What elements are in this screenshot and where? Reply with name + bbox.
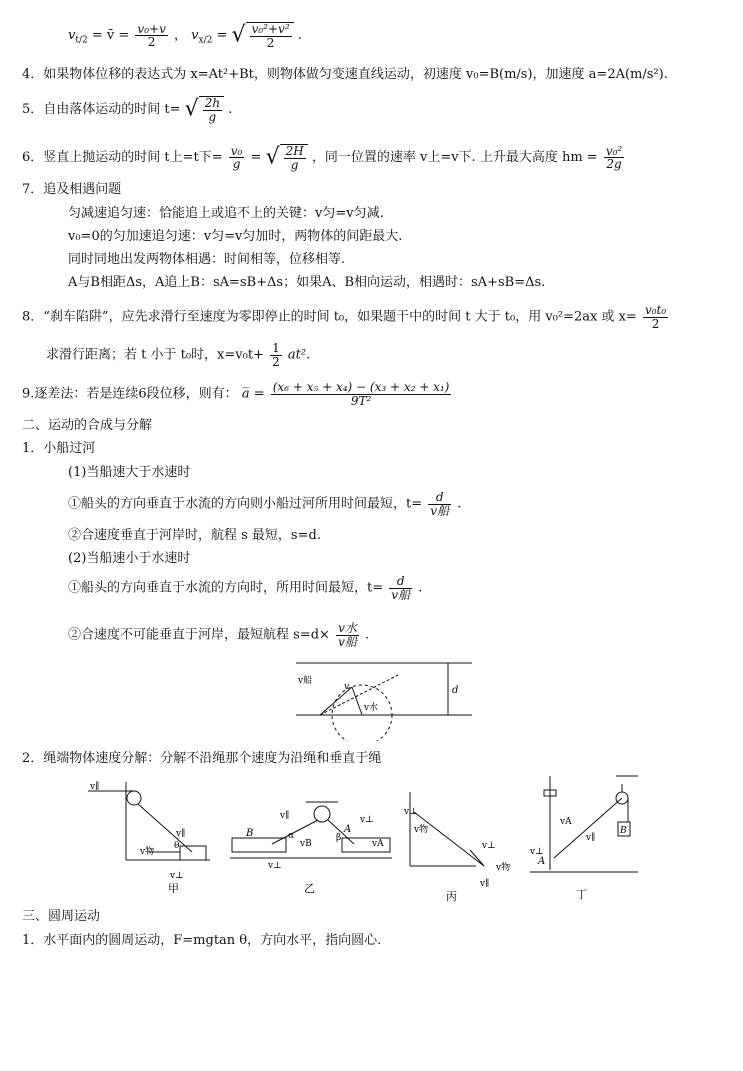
boat-case-1b: ②合速度垂直于河岸时，航程 s 最短，s=d.	[68, 528, 321, 543]
item-7-s2: v₀=0的匀加速追匀速：v匀=v匀加时，两物体的间距最大.	[68, 229, 403, 244]
svg-text:vB: vB	[300, 839, 312, 849]
rope-diagram-yi	[228, 788, 394, 896]
svg-text:v⊥: v⊥	[404, 807, 418, 817]
boat-crossing-diagram	[290, 657, 480, 741]
svg-text:乙: 乙	[304, 882, 315, 895]
item-4: 4．如果物体位移的表达式为 x=At²+Bt，则物体做匀变速直线运动，初速度 v₀=B(m/s)，加速度 a=2A(m/s²).	[22, 67, 668, 82]
svg-text:v: v	[344, 682, 350, 692]
svg-text:vA: vA	[372, 839, 384, 849]
svg-text:v⊥: v⊥	[360, 815, 374, 825]
svg-text:B: B	[620, 826, 627, 836]
item-7-s3: 同时同地出发两物体相遇：时间相等，位移相等.	[68, 252, 346, 267]
label-vship: v船	[298, 676, 313, 686]
svg-text:v⊥: v⊥	[170, 871, 184, 881]
svg-text:θ: θ	[174, 841, 180, 851]
svg-text:v物: v物	[140, 847, 155, 857]
svg-text:v水: v水	[364, 703, 379, 713]
boat-case-1a: ①船头的方向垂直于水流的方向则小船过河所用时间最短，t= $\frac{d}{\text{v船}}$ .	[68, 490, 462, 518]
svg-text:v∥: v∥	[90, 782, 100, 792]
svg-text:d: d	[452, 685, 459, 696]
boat-case-2: (2)当船速小于水速时	[68, 551, 191, 566]
svg-text:v∥: v∥	[480, 879, 490, 889]
boat-title: 1．小船过河	[22, 441, 96, 456]
rope-diagram-jia	[86, 778, 214, 896]
boat-case-1: (1)当船速大于水速时	[68, 465, 191, 480]
svg-text:甲: 甲	[168, 882, 179, 895]
svg-text:v∥: v∥	[280, 811, 290, 821]
svg-text:v∥: v∥	[176, 829, 186, 839]
rope-diagram-bing	[400, 788, 516, 902]
item-8-cont: 求滑行距离；若 t 小于 t₀时，x=v₀t+ $\frac{1}{2}$ at².	[46, 341, 311, 369]
item-5: 5．自由落体运动的时间 t= √ $\frac{2h}{g}$ .	[22, 96, 233, 124]
rope-diagram-ding	[526, 772, 642, 902]
item-7-s4: A与B相距Δs，A追上B：sA=sB+Δs；如果A、B相向运动，相遇时：sA+sB=Δs.	[68, 275, 546, 290]
svg-text:vA: vA	[560, 817, 572, 827]
boat-case-2a: ①船头的方向垂直于水流的方向时，所用时间最短，t= $\frac{d}{\text{v船}}$ .	[68, 574, 423, 602]
formula-mid-velocity: $v_{t/2}$ = v̄ = $\frac{\text{v₀+v}}{2}$ ， $v_{x/2}$ = √ $\frac{\text{v₀²+v²}}{2}$ .	[68, 21, 302, 50]
rope-title: 2．绳端物体速度分解：分解不沿绳那个速度为沿绳和垂直于绳	[22, 751, 382, 766]
svg-text:v⊥: v⊥	[482, 841, 496, 851]
svg-text:v∥: v∥	[586, 833, 596, 843]
section-3-title: 三、圆周运动	[22, 909, 101, 924]
item-7-s1: 匀减速追匀速：恰能追上或追不上的关键：v匀=v匀减.	[68, 206, 384, 221]
svg-text:v⊥: v⊥	[268, 861, 282, 871]
svg-text:v物: v物	[496, 863, 511, 873]
item-9: 9.逐差法：若是连续6段位移，则有： a̅ = $\frac{\text{(x₆ + x₅ + x₄) − (x₃ + x₂ + x₁)}}{\text{9T²}}$	[22, 380, 450, 408]
svg-text:β: β	[336, 833, 342, 843]
svg-text:v⊥: v⊥	[530, 847, 544, 857]
svg-text:丙: 丙	[446, 890, 457, 902]
boat-case-2b: ②合速度不可能垂直于河岸，最短航程 s=d× $\frac{\text{v水}}{\text{v船}}$ .	[68, 621, 370, 649]
svg-text:A: A	[538, 856, 546, 867]
svg-text:v物: v物	[414, 825, 429, 835]
svg-text:丁: 丁	[576, 888, 587, 901]
section-2-title: 二、运动的合成与分解	[22, 418, 153, 433]
circular-motion-1: 1．水平面内的圆周运动，F=mgtan θ，方向水平，指向圆心.	[22, 933, 382, 948]
svg-text:A: A	[344, 824, 352, 835]
svg-text:B: B	[246, 828, 254, 839]
svg-text:α: α	[288, 831, 295, 841]
item-6: 6．竖直上抛运动的时间 t上=t下= $\frac{\text{v₀}}{g}$ = √ $\frac{2H}{g}$ ，同一位置的速率 v上=v下. 上升最大高度 hm = $\frac{\text{v₀²}}{2g}$	[22, 143, 623, 172]
item-7-title: 7．追及相遇问题	[22, 182, 122, 197]
item-8: 8．“刹车陷阱”，应先求滑行至速度为零即停止的时间 t₀，如果题干中的时间 t 大于 t₀，用 v₀²=2ax 或 x= $\frac{\text{v₀t₀}}{2}$	[22, 303, 667, 331]
